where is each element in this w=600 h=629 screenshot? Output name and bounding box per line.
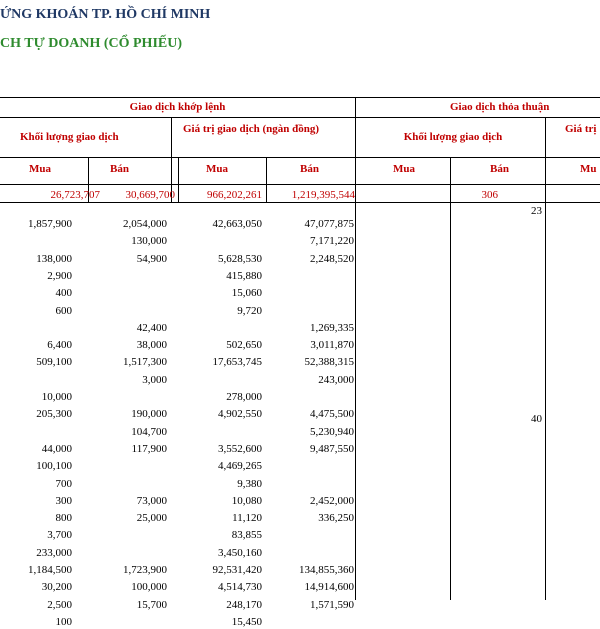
table-cell: 83,855 (231, 529, 262, 542)
table-cell: 23 (531, 205, 542, 217)
subheader-value-2: Giá trị (565, 123, 597, 135)
table-cell: 73,000 (136, 494, 167, 507)
table-cell: 6,400 (47, 339, 72, 352)
table-cell: 205,300 (36, 408, 72, 421)
table-cell: 100,000 (131, 581, 167, 594)
table-cell: 30,200 (41, 581, 72, 594)
table-cell: 5,230,940 (310, 425, 354, 438)
totals-cell: 1,219,395,544 (291, 189, 355, 201)
table-cell: 3,011,870 (310, 339, 354, 352)
table-cell: 336,250 (318, 512, 354, 525)
table-cell: 502,650 (226, 339, 262, 352)
rule-subheader (0, 157, 600, 158)
table-cell: 190,000 (131, 408, 167, 421)
table-cell: 2,248,520 (310, 252, 354, 265)
group-header-matched: Giao dịch khớp lệnh (129, 101, 226, 113)
column-label: Bán (300, 163, 319, 175)
table-cell: 10,080 (231, 494, 262, 507)
table-cell: 17,653,745 (212, 356, 262, 369)
table-cell: 11,120 (232, 512, 262, 525)
table-cell: 600 (55, 304, 72, 317)
column-label: Bán (110, 163, 129, 175)
table-cell: 100,100 (36, 460, 72, 473)
table-cell: 1,857,900 (28, 218, 72, 230)
table-cell: 4,469,265 (218, 460, 262, 473)
table-cell: 14,914,600 (304, 581, 354, 594)
table-cell: 47,077,875 (304, 218, 354, 230)
table-cell: 4,902,550 (218, 408, 262, 421)
table-cell: 130,000 (131, 235, 167, 248)
table-cell: 233,000 (36, 546, 72, 559)
column-label: Mua (393, 163, 415, 175)
table-cell: 104,700 (131, 425, 167, 438)
table-cell: 2,900 (47, 269, 72, 282)
table-cell: 700 (55, 477, 72, 490)
subheader-volume-2: Khối lượng giao dịch (403, 131, 503, 143)
table-cell: 300 (55, 494, 72, 507)
table-cell: 25,000 (136, 512, 167, 525)
table-cell: 1,517,300 (123, 356, 167, 369)
table-cell: 415,880 (226, 269, 262, 282)
report-subtitle: CH TỰ DOANH (CỔ PHIẾU) (0, 36, 182, 51)
table-cell: 2,054,000 (123, 218, 167, 230)
table-cell: 10,000 (41, 391, 72, 403)
rule-v-col6 (450, 157, 451, 600)
table-cell: 42,400 (136, 321, 167, 334)
table-cell: 509,100 (36, 356, 72, 369)
table-cell: 800 (55, 512, 72, 525)
rule-group (0, 117, 600, 118)
table-cell: 3,700 (47, 529, 72, 542)
table-cell: 3,000 (142, 373, 167, 386)
rule-top (0, 97, 600, 98)
report-title: ỨNG KHOÁN TP. HỒ CHÍ MINH (0, 7, 211, 22)
column-label: Bán (490, 163, 509, 175)
table-cell: 9,720 (237, 304, 262, 317)
rule-v-group (355, 97, 356, 600)
table-cell: 44,000 (41, 442, 72, 455)
table-cell: 40 (531, 412, 542, 425)
table-cell: 52,388,315 (304, 356, 354, 369)
table-cell: 248,170 (226, 598, 262, 611)
table-cell: 15,700 (136, 598, 167, 611)
table-cell: 117,900 (131, 442, 167, 455)
table-cell: 54,900 (136, 252, 167, 265)
table-cell: 4,514,730 (218, 581, 262, 594)
rule-totals (0, 202, 600, 203)
table-cell: 1,184,500 (28, 564, 72, 576)
table-cell: 100 (55, 615, 72, 628)
table-cell: 2,452,000 (310, 494, 354, 507)
table-cell: 38,000 (136, 339, 167, 352)
table-cell: 4,475,500 (310, 408, 354, 421)
table-cell: 5,628,530 (218, 252, 262, 265)
table-cell: 134,855,360 (299, 564, 354, 576)
table-cell: 138,000 (36, 252, 72, 265)
totals-cell: 306 (481, 189, 498, 201)
table-cell: 1,723,900 (123, 564, 167, 576)
table-cell: 9,487,550 (310, 442, 354, 455)
rule-v-col7 (545, 117, 546, 600)
column-label: Mua (206, 163, 228, 175)
table-cell: 3,450,160 (218, 546, 262, 559)
rule-colhead (0, 184, 600, 185)
subheader-value: Giá trị giao dịch (ngàn đồng) (183, 123, 319, 135)
table-cell: 7,171,220 (310, 235, 354, 248)
column-label: Mu (580, 163, 597, 175)
table-cell: 2,500 (47, 598, 72, 611)
totals-cell: 30,669,700 (125, 189, 175, 201)
table-cell: 9,380 (237, 477, 262, 490)
table-cell: 92,531,420 (212, 564, 262, 576)
table-cell: 243,000 (318, 373, 354, 386)
table-cell: 1,571,590 (310, 598, 354, 611)
table-cell: 15,060 (231, 287, 262, 300)
table-cell: 15,450 (231, 615, 262, 628)
group-header-negotiated: Giao dịch thỏa thuận (450, 101, 550, 113)
column-label: Mua (29, 163, 51, 175)
totals-cell: 966,202,261 (207, 189, 262, 201)
table-cell: 1,269,335 (310, 321, 354, 334)
table-cell: 400 (55, 287, 72, 300)
table-cell: 3,552,600 (218, 442, 262, 455)
totals-cell: 26,723,707 (50, 189, 100, 201)
subheader-volume: Khối lượng giao dịch (20, 131, 119, 143)
table-cell: 278,000 (226, 391, 262, 403)
table-cell: 42,663,050 (212, 218, 262, 230)
